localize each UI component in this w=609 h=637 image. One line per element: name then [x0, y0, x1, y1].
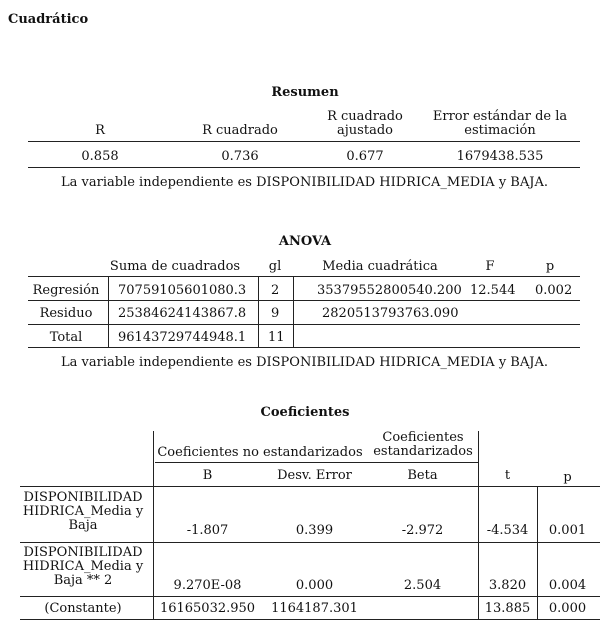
anova-cell-f: 12.544: [470, 283, 516, 298]
resumen-value-r2-adj: 0.677: [346, 149, 384, 164]
anova-row-rule: [28, 300, 580, 301]
anova-cell-ss: 25384624143867.8: [118, 306, 247, 321]
coef-group-rule: [155, 462, 478, 463]
anova-header-ms: Media cuadrática: [322, 259, 438, 274]
resumen-value-r: 0.858: [81, 149, 119, 164]
coef-row-label: (Constante): [44, 601, 122, 616]
coef-cell-b: 9.270E-08: [173, 578, 242, 593]
anova-row-rule: [28, 324, 580, 325]
coef-header-p: p: [563, 470, 572, 485]
anova-title: ANOVA: [278, 234, 332, 249]
resumen-title: Resumen: [271, 85, 339, 100]
coef-row-rule: [20, 542, 600, 543]
coef-cell-t: -4.534: [486, 523, 529, 538]
resumen-note: La variable independiente es DISPONIBILIDAD HIDRICA_MEDIA y BAJA.: [61, 175, 548, 190]
coef-cell-p: 0.001: [548, 523, 587, 538]
resumen-value-se: 1679438.535: [456, 149, 544, 164]
anova-header-rule: [28, 276, 580, 277]
anova-cell-p: 0.002: [535, 283, 573, 298]
resumen-header-se: Error estándar de la estimación: [432, 109, 568, 138]
coef-row-rule: [20, 596, 600, 597]
coef-group-std: Coeficientes estandarizados: [373, 430, 473, 459]
coef-cell-p: 0.000: [548, 601, 587, 616]
coef-cell-se: 0.000: [295, 578, 334, 593]
coef-cell-se: 0.399: [295, 523, 334, 538]
coef-title: Coeficientes: [260, 405, 350, 420]
anova-header-f: F: [485, 259, 495, 274]
anova-cell-gl: 9: [271, 306, 280, 321]
coef-cell-b: 16165032.950: [159, 601, 256, 616]
coef-col-divider: [153, 431, 154, 619]
anova-cell-ss: 96143729744948.1: [118, 330, 247, 345]
coef-cell-t: 3.820: [488, 578, 527, 593]
anova-note: La variable independiente es DISPONIBILIDAD HIDRICA_MEDIA y BAJA.: [61, 355, 548, 370]
coef-header-b: B: [202, 468, 213, 483]
anova-col-divider: [258, 277, 259, 347]
coef-row-label: DISPONIBILIDAD HIDRICA_Media y Baja ** 2: [22, 545, 144, 588]
coef-cell-p: 0.004: [548, 578, 587, 593]
coef-group-unstd: Coeficientes no estandarizados: [157, 445, 363, 460]
coef-cell-b: -1.807: [186, 523, 229, 538]
anova-col-divider: [293, 277, 294, 347]
anova-cell-ms: 35379552800540.200: [317, 283, 462, 298]
anova-row-label: Regresión: [32, 283, 100, 298]
anova-cell-gl: 11: [268, 330, 285, 345]
anova-header-ss: Suma de cuadrados: [109, 259, 241, 274]
resumen-bottom-rule: [28, 167, 580, 168]
anova-header-p: p: [545, 259, 555, 274]
resumen-header-r2: R cuadrado: [202, 123, 278, 138]
coef-cell-t: 13.885: [484, 601, 531, 616]
resumen-header-r2-adj: R cuadrado ajustado: [327, 109, 403, 138]
coef-bottom-rule: [20, 619, 600, 620]
coef-cell-beta: -2.972: [401, 523, 444, 538]
coef-header-se: Desv. Error: [277, 468, 352, 483]
anova-header-gl: gl: [268, 259, 282, 274]
resumen-top-rule: [28, 141, 580, 142]
anova-row-label: Residuo: [39, 306, 93, 321]
coef-header-rule: [20, 486, 600, 487]
anova-col-divider: [108, 277, 109, 347]
coef-cell-beta: 2.504: [403, 578, 442, 593]
coef-col-divider: [478, 431, 479, 619]
resumen-value-r2: 0.736: [221, 149, 259, 164]
coef-header-t: t: [504, 468, 511, 483]
coef-header-beta: Beta: [407, 468, 438, 483]
anova-cell-ms: 2820513793763.090: [322, 306, 459, 321]
anova-cell-gl: 2: [271, 283, 280, 298]
coef-col-divider: [537, 487, 538, 619]
anova-bottom-rule: [28, 347, 580, 348]
anova-cell-ss: 70759105601080.3: [118, 283, 247, 298]
coef-cell-se: 1164187.301: [271, 601, 358, 616]
anova-row-label: Total: [49, 330, 83, 345]
coef-row-label: DISPONIBILIDAD HIDRICA_Media y Baja: [22, 490, 144, 533]
resumen-header-r: R: [95, 123, 105, 138]
page-title: Cuadrático: [8, 12, 89, 27]
